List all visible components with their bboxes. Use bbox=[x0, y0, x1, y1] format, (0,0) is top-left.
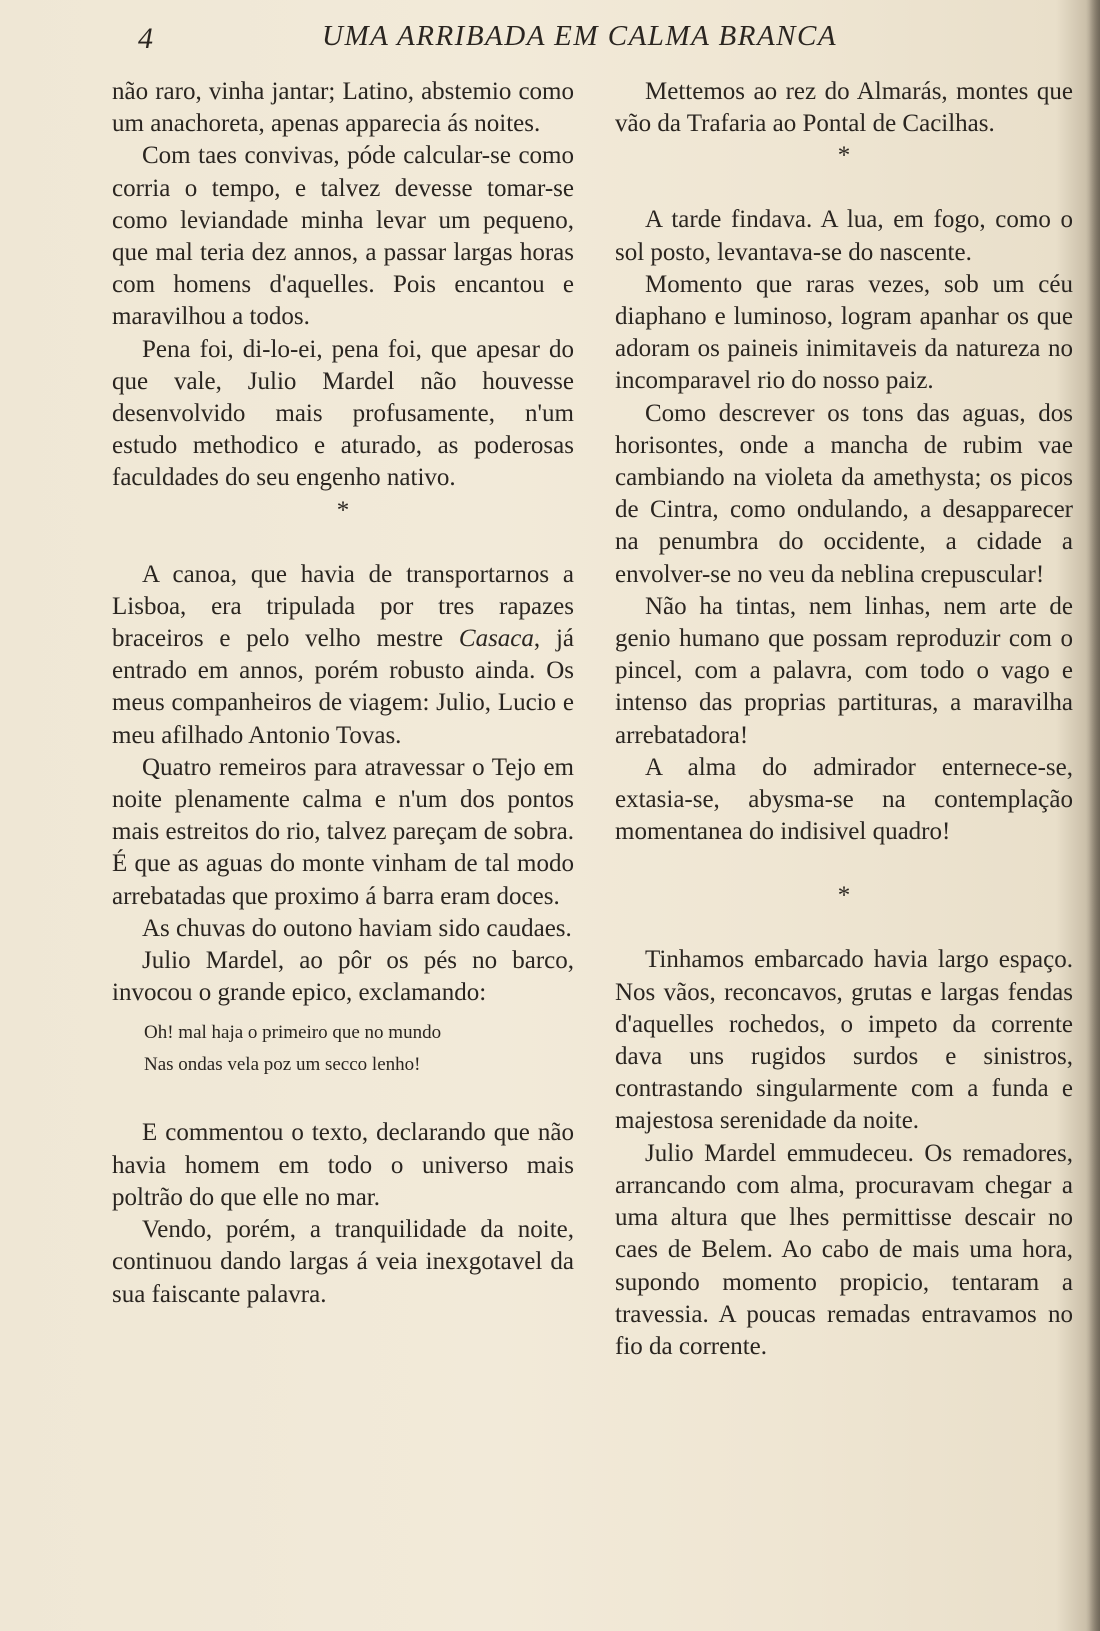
italic-name: Casaca bbox=[458, 625, 534, 653]
paragraph: Não ha tintas, nem linhas, nem arte de genio humano que possam reproduzir com o pincel, com a palavra, com todo o vago e intenso das proprias partituras, a maravilha arrebatadora! bbox=[615, 592, 1073, 749]
verse-quote bbox=[144, 1017, 574, 1081]
running-title: UMA ARRIBADA EM CALMA BRANCA bbox=[322, 20, 838, 52]
paragraph-text: , já entrado em annos, porém robusto ainda. Os meus companheiros de viagem: Julio, Lucio e meu afilhado Antonio Tovas. bbox=[112, 625, 574, 749]
paragraph: A alma do admirador enternece-se, extasia-se, abysma-se na contemplação momentanea do indisivel quadro! bbox=[615, 753, 1073, 846]
section-separator: * bbox=[837, 882, 851, 910]
paragraph: Momento que raras vezes, sob um céu diaphano e luminoso, logram apanhar os que adoram os paineis inimitaveis da natureza no incomparavel rio do nosso paiz. bbox=[615, 270, 1073, 395]
paragraph: não raro, vinha jantar; Latino, abstemio como um anachoreta, apenas apparecia ás noites. bbox=[112, 78, 574, 138]
left-column bbox=[112, 76, 574, 1311]
paragraph: Com taes convivas, póde calcular-se como corria o tempo, e talvez devesse tomar-se como leviandade minha levar um pequeno, que mal teria dez annos, a passar largas horas com homens d'aquelles. Pois encantou e maravilhou a todos. bbox=[112, 142, 574, 331]
page-number: 4 bbox=[138, 22, 153, 55]
section-separator: * bbox=[837, 142, 851, 170]
paragraph: A tarde findava. A lua, em fogo, como o sol posto, levantava-se do nascente. bbox=[615, 206, 1073, 266]
paragraph: Mettemos ao rez do Almarás, montes que vão da Trafaria ao Pontal de Cacilhas. bbox=[615, 78, 1073, 138]
paragraph: Tinhamos embarcado havia largo espaço. Nos vãos, reconcavos, grutas e largas fendas d'aquelles rochedos, o impeto da corrente dava uns rugidos surdos e sinistros, contrastando singularmente com a funda e majestosa serenidade da noite. bbox=[615, 946, 1073, 1135]
paragraph: E commentou o texto, declarando que não havia homem em todo o universo mais poltrão do que elle no mar. bbox=[112, 1119, 574, 1211]
page-header bbox=[0, 20, 1100, 60]
paragraph-text: A canoa, que havia de transportarnos a Lisboa, era tripulada por tres rapazes braceiros e pelo velho mestre bbox=[112, 560, 574, 653]
paragraph: Como descrever os tons das aguas, dos horisontes, onde a mancha de rubim vae cambiando na violeta da amethysta; os picos de Cintra, como ondulando, a desapparecer na penumbra do occidente, a cidade a envolver-se no veu da neblina crepuscular! bbox=[615, 399, 1073, 588]
paragraph: Vendo, porém, a tranquilidade da noite, continuou dando largas á veia inexgotavel da sua faiscante palavra. bbox=[112, 1216, 574, 1308]
paragraph bbox=[112, 559, 574, 752]
paragraph: Quatro remeiros para atravessar o Tejo em noite plenamente calma e n'um dos pontos mais estreitos do rio, talvez pareçam de sobra. É que as aguas do monte vinham de tal modo arrebatadas que proximo á barra eram doces. bbox=[112, 753, 574, 910]
paragraph: As chuvas do outono haviam sido caudaes. bbox=[142, 914, 572, 942]
paragraph: Pena foi, di-lo-ei, pena foi, que apesar do que vale, Julio Mardel não houvesse desenvolvido mais profusamente, n'um estudo methodico e aturado, as poderosas faculdades do seu engenho nativo. bbox=[112, 335, 574, 492]
paragraph: Julio Mardel, ao pôr os pés no barco, invocou o grande epico, exclamando: bbox=[112, 947, 574, 1007]
page-edge-shadow bbox=[1086, 0, 1100, 1631]
verse-line: Oh! mal haja o primeiro que no mundo bbox=[144, 1022, 442, 1044]
verse-line: Nas ondas vela poz um secco lenho! bbox=[144, 1054, 421, 1076]
right-column bbox=[615, 76, 1073, 1363]
paragraph: Julio Mardel emmudeceu. Os remadores, arrancando com alma, procuravam chegar a uma altura que lhes permittisse descair no caes de Belem. Ao cabo de mais uma hora, supondo momento propicio, tentaram a travessia. A poucas remadas entravamos no fio da corrente. bbox=[615, 1139, 1073, 1360]
section-separator: * bbox=[336, 496, 350, 524]
